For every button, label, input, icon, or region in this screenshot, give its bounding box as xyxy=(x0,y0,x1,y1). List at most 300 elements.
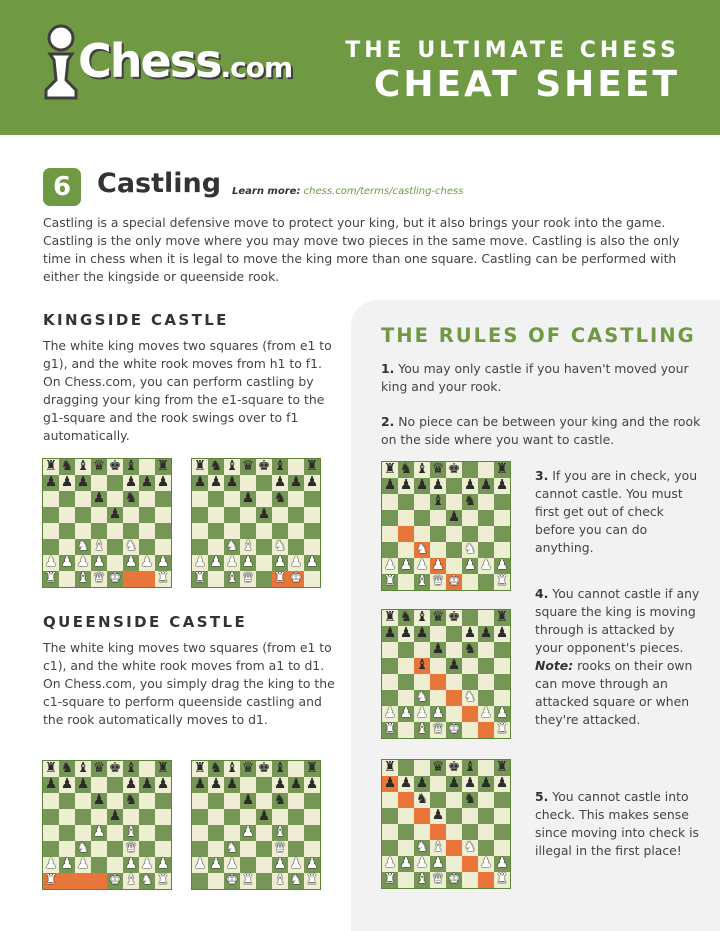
white-rook-icon: ♜ xyxy=(44,571,58,587)
board-square-a3 xyxy=(382,840,398,856)
black-pawn-icon: ♟ xyxy=(383,478,397,494)
board-square-d4 xyxy=(240,825,256,841)
board-square-e2 xyxy=(446,558,462,574)
black-rook-icon: ♜ xyxy=(305,761,319,777)
board-square-a4 xyxy=(192,825,208,841)
board-square-a2 xyxy=(192,555,208,571)
white-pawn-icon: ♟ xyxy=(495,856,509,872)
black-king-icon: ♚ xyxy=(108,459,122,475)
board-square-g7 xyxy=(288,475,304,491)
board-square-h1 xyxy=(494,722,510,738)
board-square-a6 xyxy=(43,793,59,809)
white-rook-icon: ♜ xyxy=(156,571,170,587)
board-square-a3 xyxy=(192,539,208,555)
board-square-e6 xyxy=(107,793,123,809)
board-square-c5 xyxy=(75,507,91,523)
board-square-g5 xyxy=(478,808,494,824)
board-square-h3 xyxy=(304,841,320,857)
board-square-a8 xyxy=(43,459,59,475)
black-pawn-icon: ♟ xyxy=(257,809,271,825)
board-square-d5 xyxy=(91,507,107,523)
black-pawn-icon: ♟ xyxy=(76,777,90,793)
board-square-h4 xyxy=(494,824,510,840)
white-pawn-icon: ♟ xyxy=(305,857,319,873)
white-bishop-icon: ♝ xyxy=(431,840,445,856)
board-square-g8 xyxy=(288,761,304,777)
black-pawn-icon: ♟ xyxy=(209,475,223,491)
board-square-b5 xyxy=(398,808,414,824)
board-square-e1 xyxy=(256,873,272,889)
board-square-h7 xyxy=(155,475,171,491)
board-square-h4 xyxy=(494,674,510,690)
board-square-e6 xyxy=(446,642,462,658)
board-square-h1 xyxy=(494,872,510,888)
board-square-a6 xyxy=(382,792,398,808)
board-square-e2 xyxy=(446,856,462,872)
board-square-h7 xyxy=(494,478,510,494)
board-square-a3 xyxy=(382,542,398,558)
board-square-e2 xyxy=(107,857,123,873)
board-square-e1 xyxy=(107,571,123,587)
board-square-a4 xyxy=(43,523,59,539)
black-bishop-icon: ♝ xyxy=(463,760,477,776)
black-pawn-icon: ♟ xyxy=(92,793,106,809)
board-square-c6 xyxy=(224,793,240,809)
learn-more-link[interactable]: chess.com/terms/castling-chess xyxy=(303,186,464,197)
board-square-h5 xyxy=(494,658,510,674)
rule-number: 4. xyxy=(535,586,549,601)
board-square-a4 xyxy=(192,523,208,539)
white-queen-icon: ♛ xyxy=(431,574,445,590)
board-square-g7 xyxy=(288,777,304,793)
board-square-e4 xyxy=(446,526,462,542)
board-square-f5 xyxy=(123,809,139,825)
board-square-c6 xyxy=(75,793,91,809)
board-square-a2 xyxy=(43,857,59,873)
white-pawn-icon: ♟ xyxy=(241,555,255,571)
black-pawn-icon: ♟ xyxy=(241,793,255,809)
black-pawn-icon: ♟ xyxy=(305,475,319,491)
white-pawn-icon: ♟ xyxy=(156,555,170,571)
black-rook-icon: ♜ xyxy=(156,459,170,475)
black-pawn-icon: ♟ xyxy=(495,776,509,792)
board-square-c3 xyxy=(414,840,430,856)
board-square-d5 xyxy=(430,808,446,824)
board-square-h5 xyxy=(494,510,510,526)
board-square-g3 xyxy=(288,539,304,555)
board-square-b8 xyxy=(59,459,75,475)
black-queen-icon: ♛ xyxy=(92,761,106,777)
white-king-icon: ♚ xyxy=(447,722,461,738)
white-bishop-icon: ♝ xyxy=(273,825,287,841)
board-square-f6 xyxy=(123,793,139,809)
black-pawn-icon: ♟ xyxy=(108,507,122,523)
board-square-c7 xyxy=(75,777,91,793)
rule-into-check-board xyxy=(381,759,511,889)
white-rook-icon: ♜ xyxy=(273,571,287,587)
board-square-f8 xyxy=(462,462,478,478)
black-pawn-icon: ♟ xyxy=(305,777,319,793)
board-square-e7 xyxy=(446,478,462,494)
board-square-d7 xyxy=(430,776,446,792)
board-square-c7 xyxy=(414,478,430,494)
board-square-e7 xyxy=(107,475,123,491)
black-pawn-icon: ♟ xyxy=(463,478,477,494)
black-pawn-icon: ♟ xyxy=(92,491,106,507)
board-square-b5 xyxy=(398,510,414,526)
board-square-f5 xyxy=(123,507,139,523)
black-pawn-icon: ♟ xyxy=(415,478,429,494)
board-square-a3 xyxy=(43,539,59,555)
black-rook-icon: ♜ xyxy=(495,610,509,626)
board-square-a8 xyxy=(192,459,208,475)
board-square-h3 xyxy=(494,690,510,706)
board-square-e6 xyxy=(256,491,272,507)
board-square-b3 xyxy=(59,841,75,857)
board-square-d3 xyxy=(240,539,256,555)
board-square-b2 xyxy=(398,856,414,872)
black-bishop-icon: ♝ xyxy=(415,658,429,674)
board-square-c3 xyxy=(224,539,240,555)
board-square-g1 xyxy=(478,722,494,738)
black-bishop-icon: ♝ xyxy=(76,761,90,777)
board-square-e6 xyxy=(107,491,123,507)
board-square-a5 xyxy=(382,510,398,526)
white-knight-icon: ♞ xyxy=(76,841,90,857)
black-pawn-icon: ♟ xyxy=(383,626,397,642)
black-bishop-icon: ♝ xyxy=(415,610,429,626)
board-square-g3 xyxy=(288,841,304,857)
white-queen-icon: ♛ xyxy=(273,841,287,857)
board-square-a7 xyxy=(43,777,59,793)
white-pawn-icon: ♟ xyxy=(140,555,154,571)
board-square-g7 xyxy=(478,626,494,642)
board-square-g8 xyxy=(478,760,494,776)
board-square-c1 xyxy=(414,574,430,590)
board-square-e7 xyxy=(446,776,462,792)
white-pawn-icon: ♟ xyxy=(273,555,287,571)
board-square-a6 xyxy=(382,494,398,510)
black-rook-icon: ♜ xyxy=(193,761,207,777)
white-rook-icon: ♜ xyxy=(193,571,207,587)
board-square-f1 xyxy=(123,571,139,587)
board-square-f5 xyxy=(462,658,478,674)
board-square-c7 xyxy=(414,776,430,792)
board-square-b7 xyxy=(208,475,224,491)
board-square-b7 xyxy=(59,475,75,491)
board-square-b1 xyxy=(398,872,414,888)
board-square-b5 xyxy=(59,809,75,825)
board-square-c5 xyxy=(414,808,430,824)
rule-attacked-board xyxy=(381,609,511,739)
board-square-c1 xyxy=(414,722,430,738)
kingside-heading: KINGSIDE CASTLE xyxy=(43,311,229,329)
black-pawn-icon: ♟ xyxy=(399,626,413,642)
board-square-c6 xyxy=(414,494,430,510)
board-square-h6 xyxy=(304,491,320,507)
board-square-a2 xyxy=(382,558,398,574)
board-square-f4 xyxy=(123,825,139,841)
board-square-h1 xyxy=(304,873,320,889)
board-square-h8 xyxy=(304,459,320,475)
board-square-c8 xyxy=(75,761,91,777)
white-king-icon: ♚ xyxy=(108,873,122,889)
board-square-d4 xyxy=(430,824,446,840)
board-square-d8 xyxy=(240,761,256,777)
black-pawn-icon: ♟ xyxy=(140,777,154,793)
board-square-b2 xyxy=(398,706,414,722)
board-square-b6 xyxy=(208,793,224,809)
white-pawn-icon: ♟ xyxy=(383,706,397,722)
white-rook-icon: ♜ xyxy=(383,872,397,888)
board-square-a5 xyxy=(192,507,208,523)
board-square-d7 xyxy=(240,777,256,793)
board-square-h3 xyxy=(494,840,510,856)
white-knight-icon: ♞ xyxy=(289,873,303,889)
board-square-e3 xyxy=(446,840,462,856)
board-square-c5 xyxy=(224,507,240,523)
board-square-a7 xyxy=(382,478,398,494)
board-square-f7 xyxy=(123,777,139,793)
board-square-b3 xyxy=(208,539,224,555)
white-rook-icon: ♜ xyxy=(156,873,170,889)
board-square-b7 xyxy=(398,478,414,494)
board-square-c4 xyxy=(224,825,240,841)
black-pawn-icon: ♟ xyxy=(108,809,122,825)
black-knight-icon: ♞ xyxy=(60,761,74,777)
board-square-h1 xyxy=(494,574,510,590)
board-square-c7 xyxy=(224,777,240,793)
black-pawn-icon: ♟ xyxy=(44,475,58,491)
board-square-e4 xyxy=(446,824,462,840)
board-square-f5 xyxy=(462,510,478,526)
board-square-c2 xyxy=(414,706,430,722)
black-bishop-icon: ♝ xyxy=(225,761,239,777)
queenside-heading: QUEENSIDE CASTLE xyxy=(43,613,248,631)
board-square-e1 xyxy=(107,873,123,889)
black-pawn-icon: ♟ xyxy=(273,777,287,793)
board-square-e4 xyxy=(107,523,123,539)
board-square-g6 xyxy=(139,793,155,809)
board-square-h6 xyxy=(304,793,320,809)
board-square-b5 xyxy=(208,809,224,825)
board-square-d7 xyxy=(240,475,256,491)
board-square-g3 xyxy=(139,539,155,555)
board-square-f5 xyxy=(272,809,288,825)
board-square-d5 xyxy=(240,809,256,825)
board-square-g3 xyxy=(139,841,155,857)
white-pawn-icon: ♟ xyxy=(383,856,397,872)
board-square-d4 xyxy=(91,523,107,539)
board-square-g1 xyxy=(478,574,494,590)
black-pawn-icon: ♟ xyxy=(463,776,477,792)
board-square-b8 xyxy=(208,459,224,475)
rules-title: THE RULES OF CASTLING xyxy=(381,324,696,347)
black-pawn-icon: ♟ xyxy=(273,475,287,491)
board-square-c1 xyxy=(414,872,430,888)
board-square-a5 xyxy=(43,507,59,523)
board-square-a4 xyxy=(382,526,398,542)
white-bishop-icon: ♝ xyxy=(76,571,90,587)
board-square-g5 xyxy=(139,809,155,825)
board-square-d6 xyxy=(91,491,107,507)
board-square-e8 xyxy=(107,761,123,777)
black-queen-icon: ♛ xyxy=(431,610,445,626)
white-pawn-icon: ♟ xyxy=(289,857,303,873)
board-square-g2 xyxy=(139,555,155,571)
board-square-f3 xyxy=(462,840,478,856)
white-pawn-icon: ♟ xyxy=(209,555,223,571)
board-square-h4 xyxy=(494,526,510,542)
board-square-b8 xyxy=(208,761,224,777)
white-pawn-icon: ♟ xyxy=(479,706,493,722)
board-square-f3 xyxy=(272,841,288,857)
black-knight-icon: ♞ xyxy=(209,459,223,475)
white-bishop-icon: ♝ xyxy=(273,873,287,889)
white-pawn-icon: ♟ xyxy=(415,856,429,872)
white-pawn-icon: ♟ xyxy=(76,555,90,571)
board-square-b2 xyxy=(208,555,224,571)
white-bishop-icon: ♝ xyxy=(225,571,239,587)
board-square-g2 xyxy=(478,856,494,872)
board-square-b4 xyxy=(208,523,224,539)
black-pawn-icon: ♟ xyxy=(479,776,493,792)
board-square-d8 xyxy=(91,459,107,475)
white-pawn-icon: ♟ xyxy=(431,706,445,722)
board-square-f2 xyxy=(462,558,478,574)
white-knight-icon: ♞ xyxy=(415,840,429,856)
board-square-h8 xyxy=(155,761,171,777)
learn-more-label: Learn more: xyxy=(232,186,301,197)
board-square-g4 xyxy=(478,674,494,690)
board-square-a1 xyxy=(382,574,398,590)
black-pawn-icon: ♟ xyxy=(289,475,303,491)
black-pawn-icon: ♟ xyxy=(431,478,445,494)
white-pawn-icon: ♟ xyxy=(225,555,239,571)
kingside-after-board xyxy=(191,458,321,588)
board-square-h8 xyxy=(304,761,320,777)
board-square-a2 xyxy=(382,706,398,722)
rule-text: If you are in check, you cannot castle. You must first get out of check before you can do anything. xyxy=(535,468,698,555)
board-square-a6 xyxy=(192,491,208,507)
white-pawn-icon: ♟ xyxy=(463,558,477,574)
section-title: Castling xyxy=(97,168,222,199)
rule-2 xyxy=(381,413,701,449)
board-square-h7 xyxy=(304,475,320,491)
white-pawn-icon: ♟ xyxy=(415,558,429,574)
board-square-b7 xyxy=(208,777,224,793)
board-square-d2 xyxy=(240,555,256,571)
board-square-b5 xyxy=(398,658,414,674)
board-square-f2 xyxy=(272,555,288,571)
board-square-h4 xyxy=(155,523,171,539)
board-square-b4 xyxy=(59,523,75,539)
white-rook-icon: ♜ xyxy=(383,574,397,590)
white-bishop-icon: ♝ xyxy=(415,722,429,738)
black-rook-icon: ♜ xyxy=(383,462,397,478)
board-square-b1 xyxy=(59,873,75,889)
black-knight-icon: ♞ xyxy=(273,793,287,809)
white-rook-icon: ♜ xyxy=(495,872,509,888)
note-text: rooks on their own can move through an attacked square or when they're attacked. xyxy=(535,658,693,727)
board-square-a3 xyxy=(192,841,208,857)
black-knight-icon: ♞ xyxy=(463,792,477,808)
board-square-b3 xyxy=(208,841,224,857)
board-square-d3 xyxy=(240,841,256,857)
white-pawn-icon: ♟ xyxy=(431,856,445,872)
board-square-c3 xyxy=(414,542,430,558)
board-square-e2 xyxy=(446,706,462,722)
board-square-f6 xyxy=(462,494,478,510)
board-square-f8 xyxy=(272,459,288,475)
white-pawn-icon: ♟ xyxy=(383,558,397,574)
board-square-d2 xyxy=(240,857,256,873)
board-square-g2 xyxy=(478,558,494,574)
board-square-f8 xyxy=(123,459,139,475)
board-square-c6 xyxy=(414,642,430,658)
black-rook-icon: ♜ xyxy=(383,760,397,776)
black-bishop-icon: ♝ xyxy=(273,459,287,475)
black-rook-icon: ♜ xyxy=(156,761,170,777)
board-square-f7 xyxy=(462,626,478,642)
rule-number: 2. xyxy=(381,414,395,429)
board-square-a1 xyxy=(382,722,398,738)
board-square-h5 xyxy=(304,809,320,825)
queenside-after-board xyxy=(191,760,321,890)
board-square-d1 xyxy=(430,574,446,590)
board-square-e8 xyxy=(446,462,462,478)
board-square-a4 xyxy=(382,674,398,690)
black-bishop-icon: ♝ xyxy=(124,459,138,475)
board-square-h3 xyxy=(155,539,171,555)
board-square-b6 xyxy=(208,491,224,507)
board-square-d4 xyxy=(430,674,446,690)
pawn-logo-icon xyxy=(40,22,82,102)
board-square-g2 xyxy=(139,857,155,873)
board-square-g1 xyxy=(139,571,155,587)
board-square-g6 xyxy=(288,491,304,507)
board-square-g7 xyxy=(478,478,494,494)
board-square-e5 xyxy=(256,809,272,825)
board-square-h7 xyxy=(494,626,510,642)
board-square-e5 xyxy=(446,510,462,526)
black-pawn-icon: ♟ xyxy=(431,808,445,824)
white-pawn-icon: ♟ xyxy=(241,825,255,841)
board-square-h4 xyxy=(304,825,320,841)
black-bishop-icon: ♝ xyxy=(76,459,90,475)
board-square-c4 xyxy=(414,824,430,840)
black-pawn-icon: ♟ xyxy=(193,475,207,491)
white-bishop-icon: ♝ xyxy=(92,539,106,555)
board-square-d8 xyxy=(430,462,446,478)
white-pawn-icon: ♟ xyxy=(225,857,239,873)
black-queen-icon: ♛ xyxy=(241,459,255,475)
white-rook-icon: ♜ xyxy=(44,873,58,889)
rule-check-board xyxy=(381,461,511,591)
board-square-h6 xyxy=(494,792,510,808)
board-square-b2 xyxy=(208,857,224,873)
board-square-h3 xyxy=(494,542,510,558)
board-square-f1 xyxy=(272,571,288,587)
board-square-e3 xyxy=(446,690,462,706)
board-square-b6 xyxy=(398,642,414,658)
black-pawn-icon: ♟ xyxy=(463,626,477,642)
black-pawn-icon: ♟ xyxy=(447,658,461,674)
board-square-g3 xyxy=(478,840,494,856)
board-square-f4 xyxy=(462,526,478,542)
board-square-g6 xyxy=(288,793,304,809)
board-square-a5 xyxy=(43,809,59,825)
